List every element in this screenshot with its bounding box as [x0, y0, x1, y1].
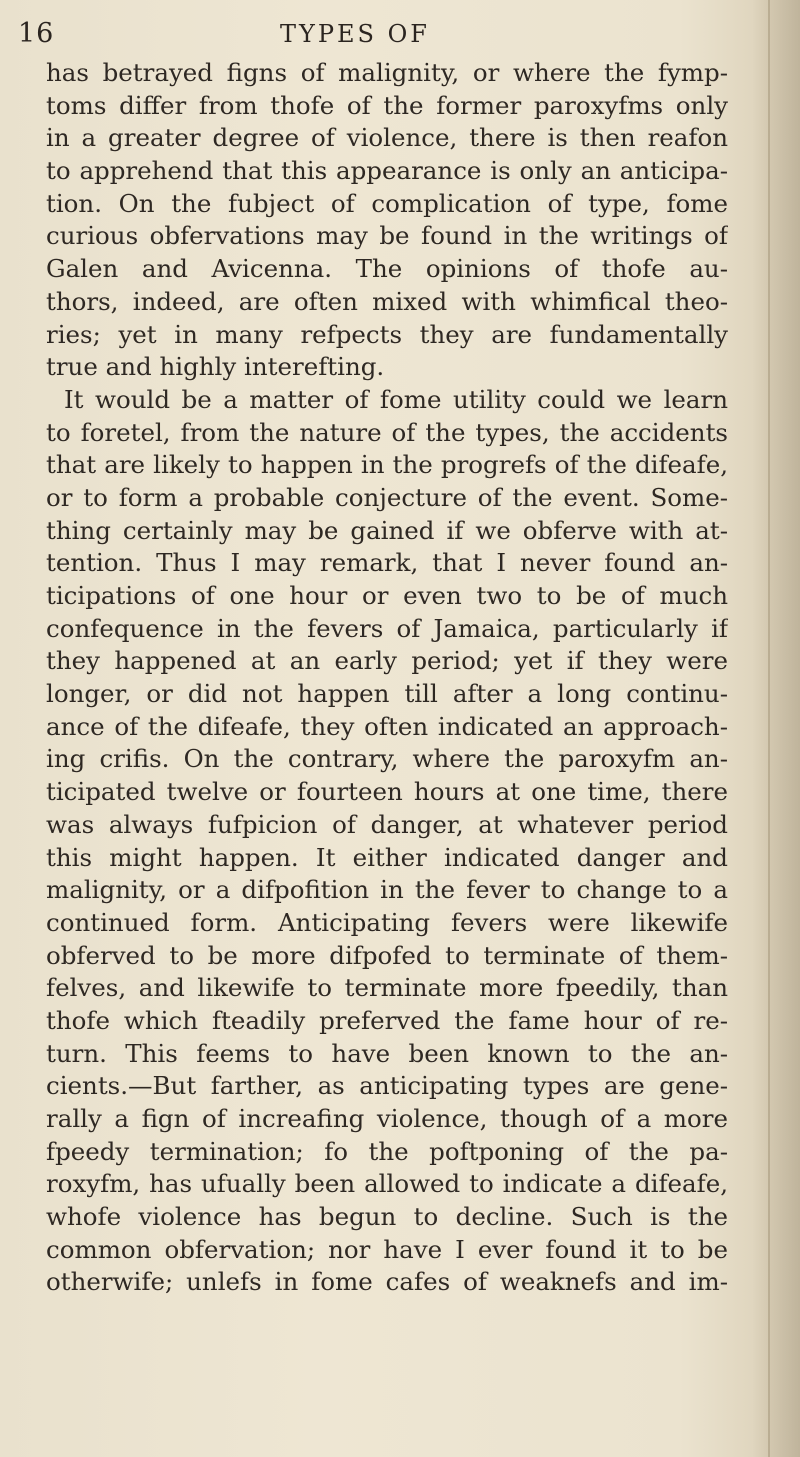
text-line: ance of the difeafe, they often indicated an approach- [46, 711, 728, 741]
text-line: It would be a matter of fome utility could we learn [64, 384, 728, 414]
text-line: or to form a probable conjecture of the event. Some- [46, 482, 728, 512]
binding-shadow [752, 0, 800, 1457]
text-line: ticipated twelve or fourteen hours at one time, there [46, 777, 728, 807]
text-line: cients.—But farther, as anticipating types are gene- [46, 1071, 728, 1101]
text-line: toms differ from thofe of the former paroxyfms only [46, 90, 728, 120]
text-line: common obfervation; nor have I ever found it to be [46, 1234, 728, 1264]
text-line: whofe violence has begun to decline. Such is the [46, 1202, 728, 1232]
body-text [46, 57, 728, 1299]
text-line: to apprehend that this appearance is only an anticipa- [46, 156, 728, 186]
text-line: roxyfm, has ufually been allowed to indicate a difeafe, [46, 1169, 728, 1199]
text-line: ries; yet in many refpects they are fundamentally [46, 319, 728, 349]
text-line: to foretel, from the nature of the types, the accidents [46, 417, 728, 447]
text-line: longer, or did not happen till after a long continu- [46, 679, 728, 709]
text-line: turn. This feems to have been known to the an- [46, 1038, 728, 1068]
text-line: curious obfervations may be found in the writings of [46, 221, 728, 251]
text-line: otherwife; unlefs in fome cafes of weaknefs and im- [46, 1267, 728, 1297]
text-line: thing certainly may be gained if we obferve with at- [46, 515, 728, 545]
text-line: Galen and Avicenna. The opinions of thofe au- [46, 254, 728, 284]
text-line: confequence in the fevers of Jamaica, particularly if [46, 613, 728, 643]
text-line: has betrayed figns of malignity, or where the fymp- [46, 58, 728, 87]
text-line: felves, and likewife to terminate more fpeedily, than [46, 973, 728, 1003]
page-number: 16 [18, 18, 55, 49]
text-line: thofe which fteadily preferved the fame hour of re- [46, 1005, 728, 1035]
text-line: this might happen. It either indicated danger and [46, 842, 728, 872]
text-line: malignity, or a difpofition in the fever to change to a [46, 875, 728, 905]
text-line: ticipations of one hour or even two to be of much [46, 581, 728, 610]
text-line: thors, indeed, are often mixed with whimfical theo- [46, 286, 728, 316]
text-line: obferved to be more difpofed to terminate of them- [46, 940, 728, 970]
text-line: tion. On the fubject of complication of type, fome [46, 188, 728, 218]
binding-fold [768, 0, 770, 1457]
text-line: continued form. Anticipating fevers were likewife [46, 907, 728, 937]
text-line: fpeedy termination; fo the poftponing of the pa- [46, 1136, 728, 1166]
text-line: that are likely to happen in the progrefs of the difeafe, [46, 450, 728, 480]
text-line: was always fufpicion of danger, at whatever period [46, 809, 728, 839]
text-line: they happened at an early period; yet if they were [46, 646, 728, 676]
text-line: true and highly interefting. [46, 352, 385, 382]
running-head [18, 14, 718, 54]
text-line: tention. Thus I may remark, that I never found an- [46, 548, 728, 578]
running-title: TYPES OF [280, 20, 430, 48]
text-line: ing crifis. On the contrary, where the paroxyfm an- [46, 744, 728, 774]
text-line: rally a fign of increafing violence, though of a more [46, 1104, 728, 1133]
text-line: in a greater degree of violence, there is then reafon [46, 123, 728, 153]
